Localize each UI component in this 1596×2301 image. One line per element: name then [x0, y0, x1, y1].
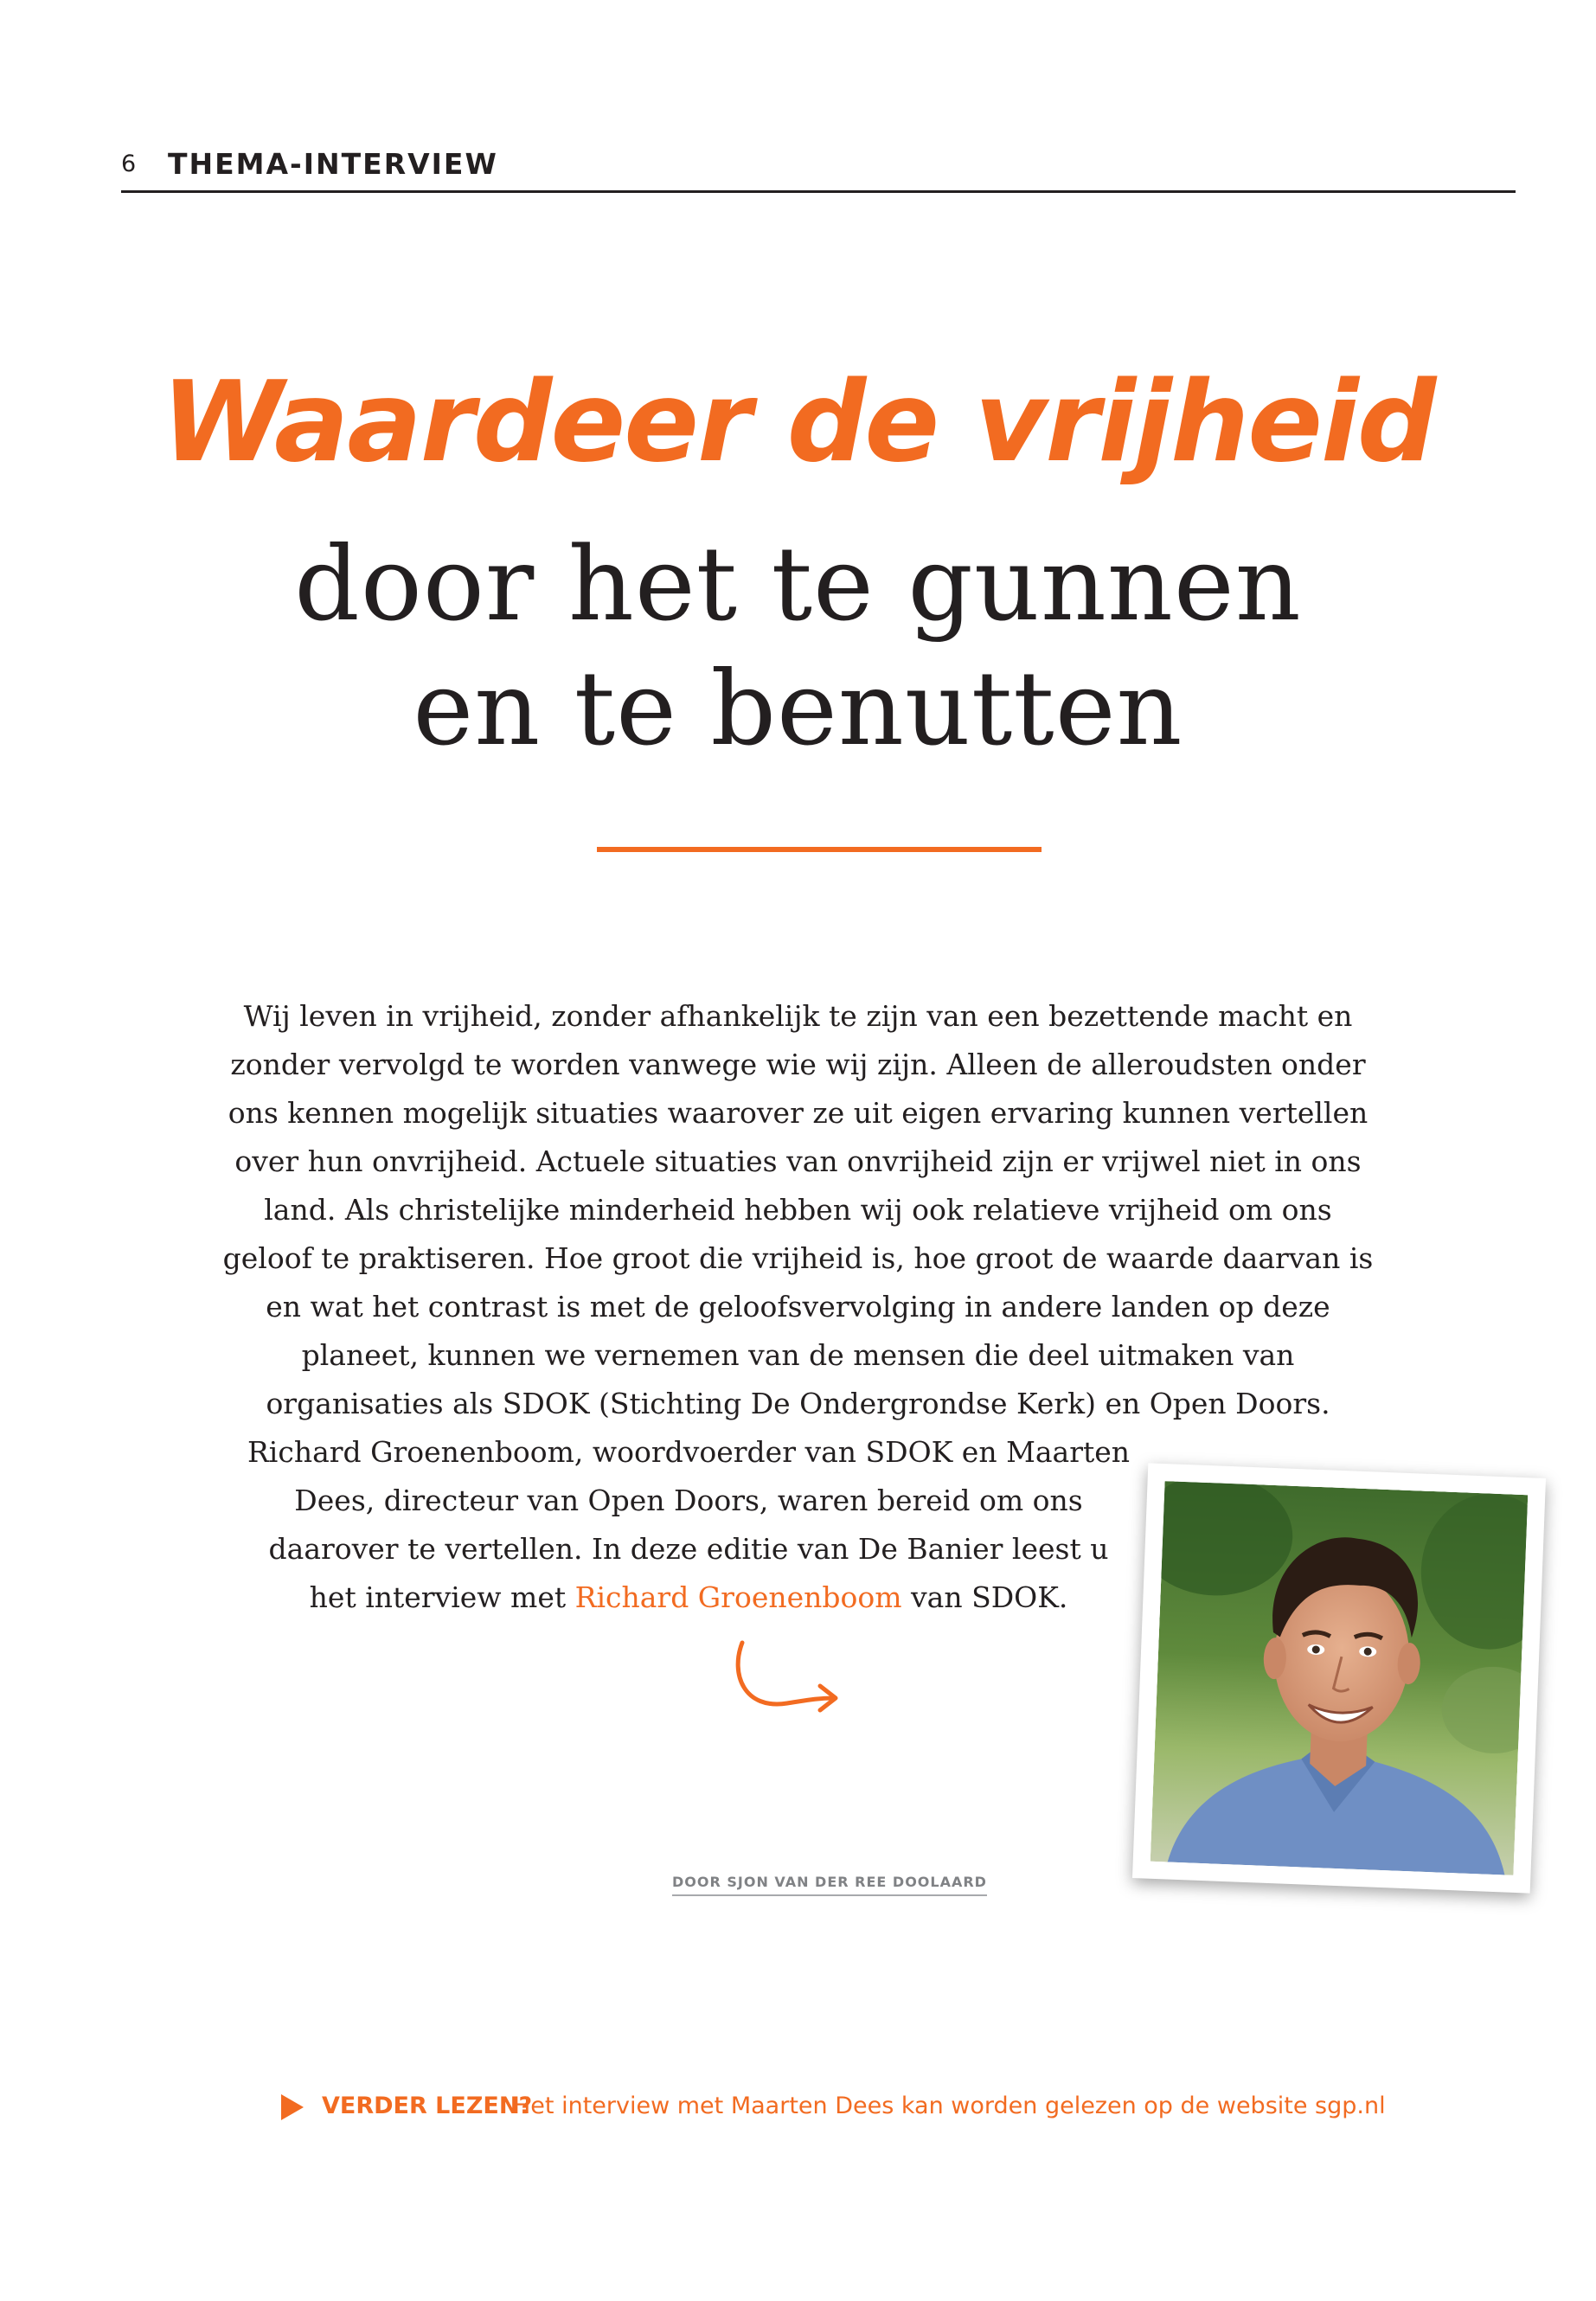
read-more-label: VERDER LEZEN? [322, 2093, 533, 2119]
headline-divider [597, 847, 1042, 852]
intro-line: Dees, directeur van Open Doors, waren bereid om ons [294, 1484, 1083, 1517]
page-header [121, 145, 1516, 193]
headline-accent: Waardeer de vrijheid [161, 358, 1435, 487]
intro-line: en wat het contrast is met de geloofsvervolging in andere landen op deze [266, 1290, 1330, 1324]
headline-line-1: door het te gunnen [294, 524, 1302, 644]
byline: DOOR SJON VAN DER REE DOOLAARD [672, 1874, 987, 1896]
headline-line-2: en te benutten [413, 649, 1183, 768]
intro-text: het interview met [309, 1580, 575, 1614]
portrait-image [1151, 1481, 1529, 1875]
portrait-photo [1132, 1463, 1546, 1893]
intro-line: zonder vervolgd te worden vanwege wie wij zijn. Alleen de alleroudsten onder [230, 1048, 1366, 1081]
play-triangle-icon [281, 2094, 304, 2120]
intro-line: Wij leven in vrijheid, zonder afhankelijk te zijn van een bezettende macht en [243, 999, 1353, 1033]
section-title: THEMA-INTERVIEW [168, 147, 498, 181]
intro-line: land. Als christelijke minderheid hebben wij ook relatieve vrijheid om ons [264, 1193, 1332, 1227]
intro-line: over hun onvrijheid. Actuele situaties van onvrijheid zijn er vrijwel niet in ons [234, 1144, 1362, 1178]
curved-arrow-icon [727, 1639, 848, 1726]
portrait-illustration [1151, 1481, 1529, 1875]
intro-text: van SDOK. [901, 1580, 1068, 1614]
intro-line: Richard Groenenboom, woordvoerder van SDOK en Maarten [247, 1435, 1131, 1469]
intro-line: organisaties als SDOK (Stichting De Ondergrondse Kerk) en Open Doors. [266, 1387, 1330, 1420]
intro-line: daarover te vertellen. In deze editie van De Banier leest u [268, 1532, 1109, 1566]
interviewee-name-link[interactable]: Richard Groenenboom [574, 1580, 902, 1614]
intro-line: planeet, kunnen we vernemen van de mensen die deel uitmaken van [301, 1338, 1295, 1372]
page-number: 6 [121, 151, 137, 177]
intro-line: geloof te praktiseren. Hoe groot die vrijheid is, hoe groot de waarde daarvan is [222, 1241, 1374, 1275]
intro-line: ons kennen mogelijk situaties waarover ze uit eigen ervaring kunnen vertellen [228, 1096, 1368, 1130]
read-more-text[interactable]: Het interview met Maarten Dees kan worden gelezen op de website sgp.nl [513, 2093, 1386, 2119]
